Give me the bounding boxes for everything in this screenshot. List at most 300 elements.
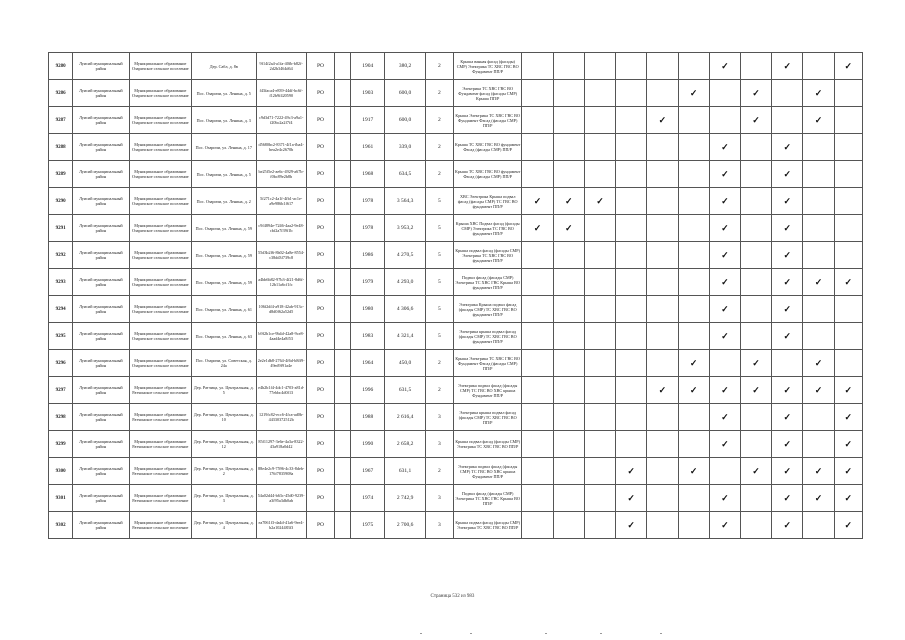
check-cell: [584, 80, 615, 107]
check-cell: [709, 134, 740, 161]
checkmark-icon: ✓: [814, 87, 823, 98]
building-id-cell: 1219fc82-ecc6-4fca-ad0b-44330372512b: [256, 404, 306, 431]
check-cell: [647, 323, 678, 350]
district-cell: Луисий муниципальный район: [73, 458, 129, 485]
check-cell: [709, 431, 740, 458]
check-cell: [678, 188, 709, 215]
check-cell: [740, 134, 771, 161]
check-cell: [772, 323, 803, 350]
check-cell: [522, 431, 553, 458]
address-cell: Пос. Озаричи, ул. Ленина, д. 61: [192, 296, 256, 323]
check-cell: [522, 458, 553, 485]
check-cell: [740, 350, 771, 377]
check-cell: [772, 80, 803, 107]
check-cell: [678, 107, 709, 134]
check-cell: [834, 350, 862, 377]
checkmark-icon: ✓: [721, 438, 729, 449]
area-cell: 450,0: [385, 350, 425, 377]
owner-cell: Муниципальное образование Озаричское сельское поселение: [129, 350, 191, 377]
checkmark-icon: ✓: [689, 465, 698, 476]
check-cell: [834, 377, 862, 404]
checkmark-icon: ✓: [533, 222, 542, 233]
works-cell: Крыша подвал фасад (фасады СМР) Электрика ТС ХВС ГВС ВО фундамент ПП/Р: [453, 242, 522, 269]
checkmark-icon: ✓: [752, 114, 760, 125]
building-id-cell: ea7061f3-da4d-41a6-9ee4-b2a1024483f3: [256, 512, 306, 539]
row-number: 9289: [49, 161, 73, 188]
check-cell: [616, 296, 647, 323]
year-cell: 1988: [351, 404, 385, 431]
works-cell: Электрика крыша подвал фасад (фасады СМР) ТС ХВС ГВС ВО ПП/Р: [453, 404, 522, 431]
floors-cell: 5: [425, 188, 453, 215]
check-cell: [709, 377, 740, 404]
check-cell: [678, 80, 709, 107]
check-cell: [709, 296, 740, 323]
table-row: [49, 215, 863, 242]
check-cell: [678, 242, 709, 269]
check-cell: [647, 512, 678, 539]
table-body: [49, 53, 863, 539]
check-cell: [803, 161, 834, 188]
row-number: 9301: [49, 485, 73, 512]
checkmark-icon: ✓: [783, 222, 792, 233]
checkmark-icon: ✓: [689, 357, 698, 368]
check-cell: [709, 323, 740, 350]
check-cell: [740, 377, 771, 404]
building-id-cell: c9d3d71-7222-49c3-a9a1-f20bc2a2f7f4: [256, 107, 306, 134]
check-cell: [522, 188, 553, 215]
check-cell: [772, 269, 803, 296]
checkmark-icon: ✓: [689, 87, 698, 98]
checkmark-icon: ✓: [752, 357, 760, 368]
check-cell: [834, 215, 862, 242]
checkmark-icon: ✓: [721, 411, 729, 422]
check-cell: [522, 215, 553, 242]
district-cell: Луисий муниципальный район: [73, 161, 129, 188]
checkmark-icon: ✓: [783, 330, 792, 341]
year-cell: 1996: [351, 377, 385, 404]
check-cell: [834, 107, 862, 134]
check-cell: [678, 269, 709, 296]
check-cell: [616, 485, 647, 512]
year-cell: 1980: [351, 296, 385, 323]
check-cell: [584, 242, 615, 269]
checkmark-icon: ✓: [814, 384, 823, 395]
check-cell: [803, 485, 834, 512]
floors-cell: 2: [425, 53, 453, 80]
checkmark-icon: ✓: [721, 195, 729, 206]
owner-cell: Муниципальное образование Озаричское сельское поселение: [129, 323, 191, 350]
checkmark-icon: ✓: [721, 276, 729, 287]
address-cell: Пос. Озаричи, ул. Ленина, д. 3: [192, 107, 256, 134]
check-cell: [616, 323, 647, 350]
check-cell: [678, 431, 709, 458]
check-cell: [553, 53, 584, 80]
type-cell: PO: [306, 134, 334, 161]
check-cell: [553, 323, 584, 350]
check-cell: [522, 350, 553, 377]
row-number: 9286: [49, 80, 73, 107]
dash-cell: [335, 107, 351, 134]
building-id-cell: a4bb6b82-97b3-4f21-8d6f-12b11a6cf1fc: [256, 269, 306, 296]
check-cell: [709, 512, 740, 539]
checkmark-icon: ✓: [564, 222, 573, 233]
check-cell: [553, 188, 584, 215]
checkmark-icon: ✓: [752, 465, 760, 476]
checkmark-icon: ✓: [689, 384, 698, 395]
check-cell: [772, 107, 803, 134]
check-cell: [616, 512, 647, 539]
year-cell: 1903: [351, 80, 385, 107]
type-cell: PO: [306, 269, 334, 296]
type-cell: PO: [306, 377, 334, 404]
check-cell: [522, 80, 553, 107]
checkmark-icon: ✓: [721, 330, 729, 341]
area-cell: 2 742,9: [385, 485, 425, 512]
address-cell: Пос. Озаричи, ул. Советская, д. 24а: [192, 350, 256, 377]
address-cell: Пос. Озаричи, ул. Ленина, д. 59: [192, 269, 256, 296]
checkmark-icon: ✓: [783, 168, 792, 179]
floors-cell: 2: [425, 350, 453, 377]
check-cell: [803, 269, 834, 296]
floors-cell: 2: [425, 161, 453, 188]
table-row: [49, 134, 863, 161]
check-cell: [647, 296, 678, 323]
check-cell: [709, 215, 740, 242]
check-cell: [647, 134, 678, 161]
check-cell: [616, 161, 647, 188]
check-cell: [616, 458, 647, 485]
owner-cell: Муниципальное образование Озаричское сельское поселение: [129, 107, 191, 134]
check-cell: [616, 404, 647, 431]
check-cell: [553, 80, 584, 107]
scan-speck: [545, 633, 547, 634]
check-cell: [709, 161, 740, 188]
check-cell: [740, 404, 771, 431]
check-cell: [553, 107, 584, 134]
check-cell: [803, 215, 834, 242]
check-cell: [584, 512, 615, 539]
check-cell: [803, 134, 834, 161]
row-number: 9280: [49, 53, 73, 80]
checkmark-icon: ✓: [814, 465, 823, 476]
checkmark-icon: ✓: [533, 195, 542, 206]
address-cell: Дер. Ратчица, ул. Центральная, д. 2: [192, 458, 256, 485]
check-cell: [616, 188, 647, 215]
check-cell: [584, 53, 615, 80]
floors-cell: 5: [425, 296, 453, 323]
dash-cell: [335, 485, 351, 512]
check-cell: [803, 404, 834, 431]
check-cell: [522, 296, 553, 323]
works-cell: Электрика Крыша подвал фасад (фасады СМР) ТС ХВС ГВС ВО фундамент ПП/Р: [453, 296, 522, 323]
floors-cell: 5: [425, 215, 453, 242]
check-cell: [709, 404, 740, 431]
area-cell: 600,0: [385, 80, 425, 107]
row-number: 9296: [49, 350, 73, 377]
check-cell: [803, 350, 834, 377]
works-cell: Крыша ванная фасад (фасады) СМР) Электрика ТС ХВС ГВС ВО Фундамент ПП/Р: [453, 53, 522, 80]
floors-cell: 5: [425, 269, 453, 296]
building-id-cell: b9f2b1ce-9b4d-42a8-9ce8-4aad4e4a8f53: [256, 323, 306, 350]
checkmark-icon: ✓: [783, 195, 792, 206]
area-cell: 2 700,6: [385, 512, 425, 539]
check-cell: [522, 512, 553, 539]
check-cell: [678, 404, 709, 431]
check-cell: [553, 242, 584, 269]
check-cell: [553, 485, 584, 512]
check-cell: [772, 296, 803, 323]
type-cell: PO: [306, 80, 334, 107]
district-cell: Луисий муниципальный район: [73, 512, 129, 539]
check-cell: [678, 134, 709, 161]
check-cell: [740, 512, 771, 539]
owner-cell: Муниципальное образование Озаричское сельское поселение: [129, 269, 191, 296]
district-cell: Луисий муниципальный район: [73, 188, 129, 215]
check-cell: [522, 134, 553, 161]
checkmark-icon: ✓: [844, 60, 853, 71]
check-cell: [522, 269, 553, 296]
works-cell: Крыша ТС ХВС ГВС ВО фундамент Фасад (фасады СМР) ПП/Р: [453, 161, 522, 188]
table-row: [49, 188, 863, 215]
address-cell: Дер. Ратчица, ул. Центральная, д. 12: [192, 431, 256, 458]
year-cell: 1983: [351, 323, 385, 350]
check-cell: [803, 296, 834, 323]
address-cell: Дер. Ратчица, ул. Центральная, д. 5: [192, 377, 256, 404]
year-cell: 1974: [351, 485, 385, 512]
check-cell: [772, 485, 803, 512]
checkmark-icon: ✓: [783, 384, 792, 395]
owner-cell: Муниципальное образование Озаричское сельское поселение: [129, 161, 191, 188]
district-cell: Луисий муниципальный район: [73, 296, 129, 323]
check-cell: [678, 296, 709, 323]
year-cell: 1986: [351, 242, 385, 269]
check-cell: [678, 161, 709, 188]
building-id-cell: 106f2df4-a918-42ab-913c-d8d0f62a52d5: [256, 296, 306, 323]
check-cell: [834, 53, 862, 80]
owner-cell: Муниципальное образование Ратчинское сельское поселение: [129, 485, 191, 512]
checkmark-icon: ✓: [783, 249, 792, 260]
building-id-cell: e4b2b1f4-4dc1-4703-a81d-77ebbc4d0f13: [256, 377, 306, 404]
district-cell: Луисий муниципальный район: [73, 431, 129, 458]
check-cell: [709, 80, 740, 107]
check-cell: [553, 350, 584, 377]
floors-cell: 5: [425, 323, 453, 350]
floors-cell: 2: [425, 377, 453, 404]
district-cell: Луисий муниципальный район: [73, 80, 129, 107]
dash-cell: [335, 296, 351, 323]
area-cell: 4 293,0: [385, 269, 425, 296]
row-number: 9290: [49, 188, 73, 215]
check-cell: [709, 188, 740, 215]
year-cell: 1990: [351, 431, 385, 458]
check-cell: [772, 161, 803, 188]
address-cell: Пос. Озаричи, ул. Ленина, д. 5: [192, 161, 256, 188]
check-cell: [553, 458, 584, 485]
check-cell: [678, 485, 709, 512]
year-cell: 1904: [351, 53, 385, 80]
dash-cell: [335, 404, 351, 431]
check-cell: [584, 107, 615, 134]
district-cell: Луисий муниципальный район: [73, 215, 129, 242]
row-number: 9295: [49, 323, 73, 350]
check-cell: [678, 215, 709, 242]
check-cell: [772, 404, 803, 431]
row-number: 9297: [49, 377, 73, 404]
check-cell: [772, 242, 803, 269]
district-cell: Луисий муниципальный район: [73, 269, 129, 296]
check-cell: [678, 53, 709, 80]
checkmark-icon: ✓: [596, 195, 604, 206]
check-cell: [522, 53, 553, 80]
type-cell: PO: [306, 296, 334, 323]
table-row: [49, 350, 863, 377]
checkmark-icon: ✓: [844, 411, 853, 422]
checkmark-icon: ✓: [844, 384, 853, 395]
row-number: 9293: [49, 269, 73, 296]
table-row: [49, 431, 863, 458]
dash-cell: [335, 80, 351, 107]
works-cell: Электрика крыша подвал фасад (фасады СМР) ТС ХВС ГВС ВО фундамент ПП/Р: [453, 323, 522, 350]
dash-cell: [335, 53, 351, 80]
checkmark-icon: ✓: [752, 87, 760, 98]
district-cell: Луисий муниципальный район: [73, 404, 129, 431]
works-cell: ХВС Электрика Крыша подвал фасад (фасады СМР) ТС ГВС ВО фундамент ПП/Р: [453, 188, 522, 215]
check-cell: [709, 485, 740, 512]
check-cell: [740, 188, 771, 215]
row-number: 9287: [49, 107, 73, 134]
scan-speck: [600, 633, 602, 634]
type-cell: PO: [306, 512, 334, 539]
check-cell: [772, 134, 803, 161]
check-cell: [584, 161, 615, 188]
check-cell: [709, 458, 740, 485]
dash-cell: [335, 323, 351, 350]
checkmark-icon: ✓: [814, 357, 823, 368]
checkmark-icon: ✓: [783, 438, 792, 449]
checkmark-icon: ✓: [783, 519, 792, 530]
owner-cell: Муниципальное образование Озаричское сельское поселение: [129, 53, 191, 80]
district-cell: Луисий муниципальный район: [73, 377, 129, 404]
check-cell: [616, 134, 647, 161]
check-cell: [584, 215, 615, 242]
check-cell: [772, 215, 803, 242]
row-number: 9299: [49, 431, 73, 458]
district-cell: Луисий муниципальный район: [73, 53, 129, 80]
table-row: [49, 485, 863, 512]
address-cell: Дер. Ратчица, ул. Центральная, д. 4: [192, 512, 256, 539]
table-row: [49, 53, 863, 80]
check-cell: [522, 485, 553, 512]
dash-cell: [335, 161, 351, 188]
works-cell: Крыша ХВС Подвал фасад (фасады СМР) Электрика ТС ГВС ВО фундамент ПП/Р: [453, 215, 522, 242]
building-id-cell: c9f4894e-7246-4aa2-9e48-cbf2a7f39f1b: [256, 215, 306, 242]
check-cell: [553, 377, 584, 404]
owner-cell: Муниципальное образование Озаричское сельское поселение: [129, 134, 191, 161]
address-cell: Дер. Ратчица, ул. Центральная, д. 10: [192, 404, 256, 431]
check-cell: [553, 296, 584, 323]
area-cell: 2 658,2: [385, 431, 425, 458]
area-cell: 2 616,4: [385, 404, 425, 431]
check-cell: [740, 458, 771, 485]
buildings-table: [48, 52, 863, 539]
scan-speck: [660, 633, 662, 634]
works-cell: Подвал фасад (фасады СМР) Электрика ТС ХВС ГВС Крыша ВО фундамент ПП/Р: [453, 269, 522, 296]
works-cell: Крыша ТС ХВС ГВС ВО фундамент Фасад (фасады СМР) ПП/Р: [453, 134, 522, 161]
year-cell: 1967: [351, 458, 385, 485]
area-cell: 4 270,5: [385, 242, 425, 269]
year-cell: 1917: [351, 107, 385, 134]
checkmark-icon: ✓: [783, 141, 792, 152]
owner-cell: Муниципальное образование Ратчинское сельское поселение: [129, 512, 191, 539]
type-cell: PO: [306, 350, 334, 377]
check-cell: [740, 53, 771, 80]
building-id-cell: f43faca4-e839-44df-bc6f-f12b9f420590: [256, 80, 306, 107]
address-cell: Пос. Озаричи, ул. Ленина, д. 59: [192, 242, 256, 269]
check-cell: [709, 242, 740, 269]
checkmark-icon: ✓: [844, 438, 853, 449]
check-cell: [616, 431, 647, 458]
checkmark-icon: ✓: [783, 411, 792, 422]
check-cell: [553, 512, 584, 539]
year-cell: 1975: [351, 512, 385, 539]
table-row: [49, 107, 863, 134]
check-cell: [803, 323, 834, 350]
check-cell: [647, 404, 678, 431]
area-cell: 3 953,2: [385, 215, 425, 242]
checkmark-icon: ✓: [783, 276, 792, 287]
check-cell: [772, 512, 803, 539]
check-cell: [834, 485, 862, 512]
owner-cell: Муниципальное образование Ратчинское сельское поселение: [129, 458, 191, 485]
year-cell: 1964: [351, 350, 385, 377]
owner-cell: Муниципальное образование Озаричское сельское поселение: [129, 215, 191, 242]
floors-cell: 3: [425, 485, 453, 512]
checkmark-icon: ✓: [844, 519, 853, 530]
check-cell: [803, 377, 834, 404]
checkmark-icon: ✓: [814, 114, 823, 125]
scan-speck: [470, 633, 472, 634]
check-cell: [647, 458, 678, 485]
checkmark-icon: ✓: [721, 222, 729, 233]
address-cell: Пос. Озаричи, ул. Ленина, д. 63: [192, 323, 256, 350]
address-cell: Пос. Озаричи, ул. Ленина, д. 17: [192, 134, 256, 161]
check-cell: [553, 215, 584, 242]
checkmark-icon: ✓: [721, 303, 729, 314]
address-cell: Пос. Озаричи, ул. Ленина, д. 59: [192, 215, 256, 242]
works-cell: Крыша подвал фасад (фасады СМР) Электрика ТС ХВС ГВС ВО ПП/Р: [453, 431, 522, 458]
building-id-cell: 54a02d44-b63c-45d0-9239-a3f95a3db0ab: [256, 485, 306, 512]
checkmark-icon: ✓: [721, 249, 729, 260]
check-cell: [709, 350, 740, 377]
check-cell: [647, 107, 678, 134]
row-number: 9294: [49, 296, 73, 323]
owner-cell: Муниципальное образование Ратчинское сельское поселение: [129, 377, 191, 404]
check-cell: [584, 296, 615, 323]
check-cell: [584, 431, 615, 458]
check-cell: [647, 377, 678, 404]
check-cell: [740, 161, 771, 188]
check-cell: [834, 323, 862, 350]
table-row: [49, 80, 863, 107]
checkmark-icon: ✓: [721, 60, 729, 71]
row-number: 9288: [49, 134, 73, 161]
address-cell: Пос. Озаричи, ул. Ленина, д. 2: [192, 188, 256, 215]
floors-cell: 2: [425, 107, 453, 134]
works-cell: Крыша Электрика ТС ХВС ГВС ВО Фундамент Фасад (фасады СМР) ПП/Р: [453, 107, 522, 134]
check-cell: [834, 242, 862, 269]
type-cell: PO: [306, 404, 334, 431]
check-cell: [803, 512, 834, 539]
